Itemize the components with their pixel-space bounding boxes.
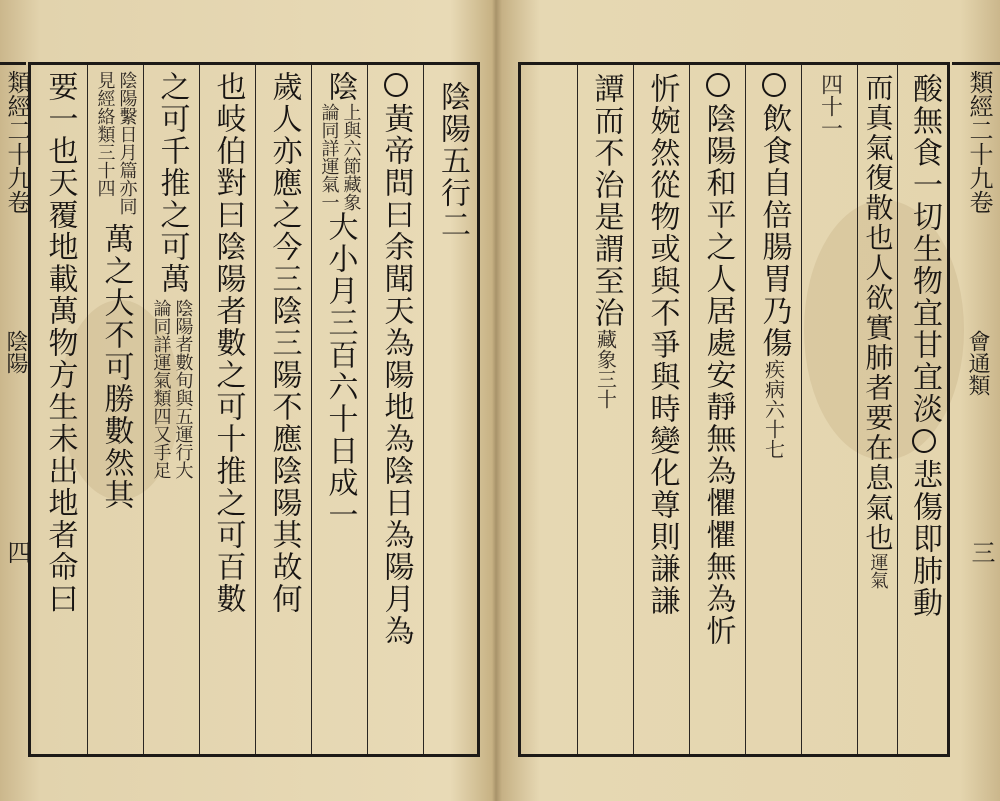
annotation-pair <box>151 299 193 479</box>
column-text: 歲人亦應之今三陰三陽不應陰陽其故何 <box>266 71 302 615</box>
annotation-line: 論同詳運氣一 <box>318 103 340 211</box>
column-text: 飲食自倍腸胃乃傷 <box>756 103 792 359</box>
section-label: 陰陽 <box>3 330 28 374</box>
column-text: 酸無食一切生物宜甘宜淡 <box>907 73 942 425</box>
circle-mark-icon <box>706 73 730 97</box>
annotation-pair <box>95 71 137 215</box>
column-text: 之可千推之可萬 <box>154 71 190 295</box>
column-text: 黃帝問曰余聞天為陽地為陰日為陽月為 <box>378 103 414 647</box>
text-column-5 <box>144 65 199 754</box>
annotation-line: 陰陽繫日月篇亦同 <box>116 71 138 215</box>
empty-column <box>522 65 577 754</box>
text-column-7 <box>578 65 633 754</box>
column-text: 譚而不治是謂至治 <box>588 73 624 329</box>
annotation-pair <box>319 103 361 211</box>
column-text: 要一也天覆地載萬物方生未出地者命曰 <box>42 71 78 615</box>
text-column-2 <box>858 65 897 754</box>
margin-rule <box>0 62 26 65</box>
text-column-3 <box>256 65 311 754</box>
circle-mark-icon <box>912 429 936 453</box>
annotation-line: 陰陽者數旬與五運行大 <box>172 299 194 479</box>
volume-label: 類經二十九卷 <box>965 70 993 214</box>
column-text: 忻婉然從物或與不爭與時變化尊則謙謙 <box>644 73 680 617</box>
text-column-5 <box>690 65 745 754</box>
annotation-line: 上與六節藏象 <box>340 103 362 211</box>
column-text: 陰 <box>322 71 358 103</box>
text-column-3 <box>802 65 857 754</box>
left-text-frame <box>28 62 480 757</box>
text-column-4 <box>200 65 255 754</box>
right-page <box>504 0 1000 801</box>
annotation-line: 藏象三十 <box>593 329 618 409</box>
title-column <box>424 65 480 754</box>
right-text-frame <box>518 62 950 757</box>
column-text: 萬之大不可勝數然其 <box>98 223 134 511</box>
section-title: 陰陽五行 <box>435 81 470 209</box>
circle-mark-icon <box>762 73 786 97</box>
text-column-6 <box>88 65 143 754</box>
text-column-6 <box>634 65 689 754</box>
text-column-8 <box>32 65 87 754</box>
page-number: 四 <box>3 540 31 564</box>
text-column-2 <box>312 65 367 754</box>
volume-label: 類經二十九卷 <box>3 70 31 214</box>
text-column-1 <box>368 65 423 754</box>
annotation-line: 四十一 <box>817 73 843 139</box>
column-text: 大小月三百六十日成一 <box>322 211 358 531</box>
section-label: 會通類 <box>965 330 990 396</box>
column-text: 也岐伯對曰陰陽者數之可十推之可百數 <box>210 71 246 615</box>
annotation-line: 疾病六十七 <box>761 359 786 459</box>
annotation-line: 運氣 <box>867 553 889 589</box>
text-column-4 <box>746 65 801 754</box>
left-page <box>0 0 496 801</box>
column-text: 悲傷即肺動 <box>907 459 942 619</box>
circle-mark-icon <box>384 73 408 97</box>
margin-rule <box>952 62 1000 65</box>
annotation-line: 論同詳運氣類四又手足 <box>150 299 172 479</box>
annotation-line: 見經絡類三十四 <box>94 71 116 197</box>
text-column-1 <box>898 65 950 754</box>
column-text: 陰陽和平之人居處安靜無為懼懼無為忻 <box>700 103 736 647</box>
column-text: 而真氣復散也人欲實肺者要在息氣也 <box>861 73 895 553</box>
page-number: 三 <box>967 540 995 564</box>
section-title-number: 二 <box>435 209 470 241</box>
